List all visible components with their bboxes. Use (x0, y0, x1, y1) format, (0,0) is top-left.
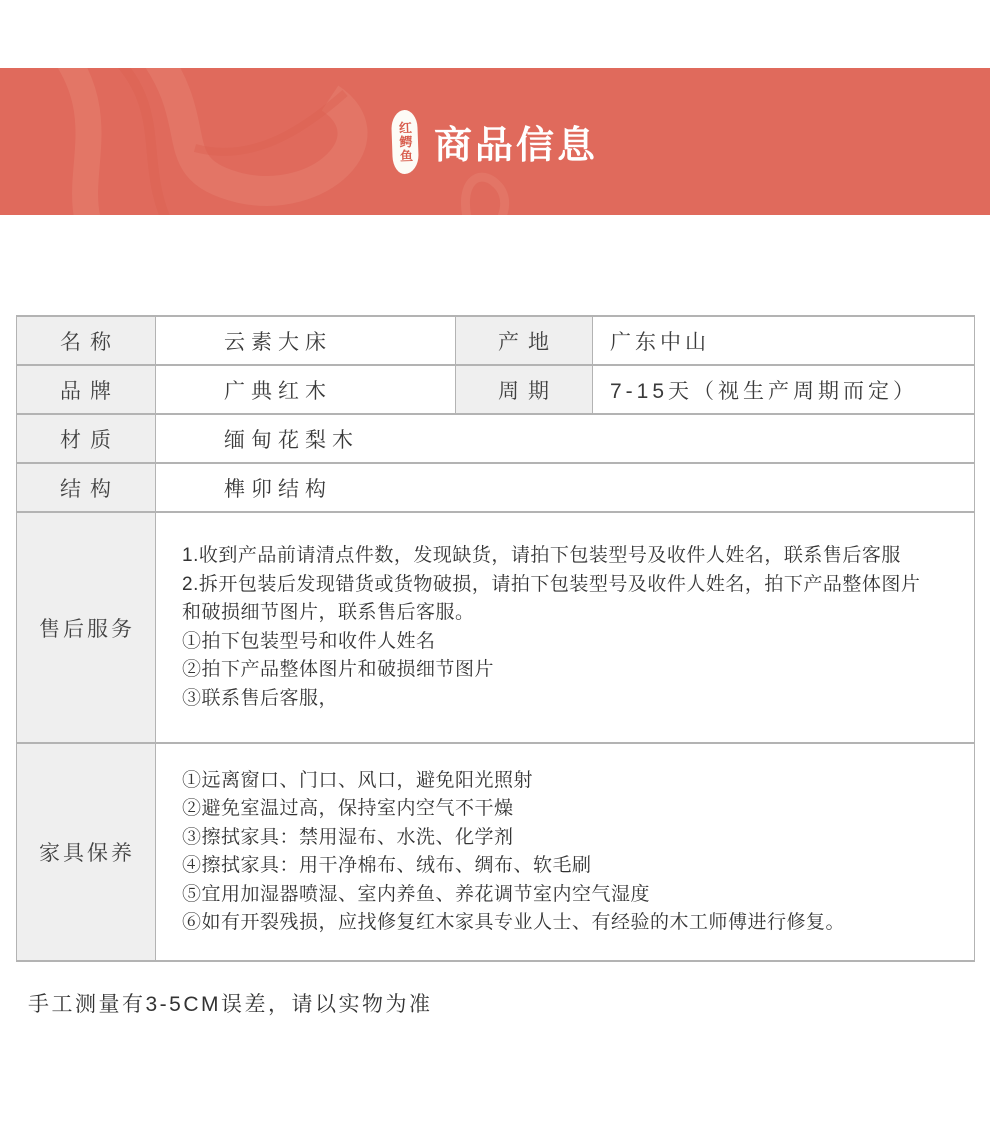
furniture-care-line: ⑤宜用加湿器喷湿、室内养鱼、养花调节室内空气湿度 (182, 883, 651, 905)
value-name: 云素大床 (156, 316, 456, 365)
brand-seal-text: 红鳄鱼 (396, 120, 414, 163)
furniture-care-line: ⑥如有开裂残损，应找修复红木家具专业人士、有经验的木工师傅进行修复。 (182, 912, 846, 933)
label-brand: 品牌 (17, 365, 156, 414)
label-material: 材质 (17, 414, 156, 463)
value-brand: 广典红木 (156, 365, 456, 414)
table-row-material (17, 414, 975, 463)
product-info-banner (0, 68, 990, 215)
after-sales-content (156, 512, 975, 743)
value-material: 缅甸花梨木 (156, 414, 975, 463)
label-cycle: 周期 (456, 365, 593, 414)
table-row-structure (17, 463, 975, 512)
table-row-after-sales (17, 512, 975, 743)
label-after-sales: 售后服务 (17, 512, 156, 743)
banner-title-group (392, 110, 598, 174)
furniture-care-line: ④擦拭家具：用干净棉布、绒布、绸布、软毛刷 (182, 855, 592, 876)
furniture-care-line: ③擦拭家具：禁用湿布、水洗、化学剂 (182, 826, 514, 848)
table-row-brand-cycle (17, 365, 975, 414)
after-sales-line: 1.收到产品前请清点件数，发现缺货，请拍下包装型号及收件人姓名，联系售后客服 (182, 545, 901, 566)
value-structure: 榫卯结构 (156, 463, 975, 512)
value-origin: 广东中山 (593, 316, 975, 365)
furniture-care-line: ②避免室温过高，保持室内空气不干燥 (182, 798, 514, 819)
after-sales-line: ③联系售后客服， (182, 687, 339, 709)
label-furniture-care: 家具保养 (17, 743, 156, 961)
after-sales-line: 和破损细节图片，联系售后客服。 (182, 602, 475, 623)
table-row-name-origin (17, 316, 975, 365)
page (0, 68, 990, 1123)
label-name: 名称 (17, 316, 156, 365)
furniture-care-line: ①远离窗口、门口、风口，避免阳光照射 (182, 769, 534, 791)
label-structure: 结构 (17, 463, 156, 512)
value-cycle: 7-15天（视生产周期而定） (593, 365, 975, 414)
after-sales-line: ①拍下包装型号和收件人姓名 (182, 630, 436, 652)
measurement-disclaimer: 手工测量有3-5CM误差，请以实物为准 (28, 993, 433, 1016)
after-sales-line: ②拍下产品整体图片和破损细节图片 (182, 659, 495, 680)
furniture-care-content (156, 743, 975, 961)
product-info-table (16, 315, 975, 962)
table-row-furniture-care (17, 743, 975, 961)
after-sales-line: 2.拆开包装后发现错货或货物破损，请拍下包装型号及收件人姓名，拍下产品整体图片 (182, 573, 921, 595)
label-origin: 产地 (456, 316, 593, 365)
brand-seal-icon (391, 109, 419, 174)
page-title: 商品信息 (433, 125, 598, 167)
